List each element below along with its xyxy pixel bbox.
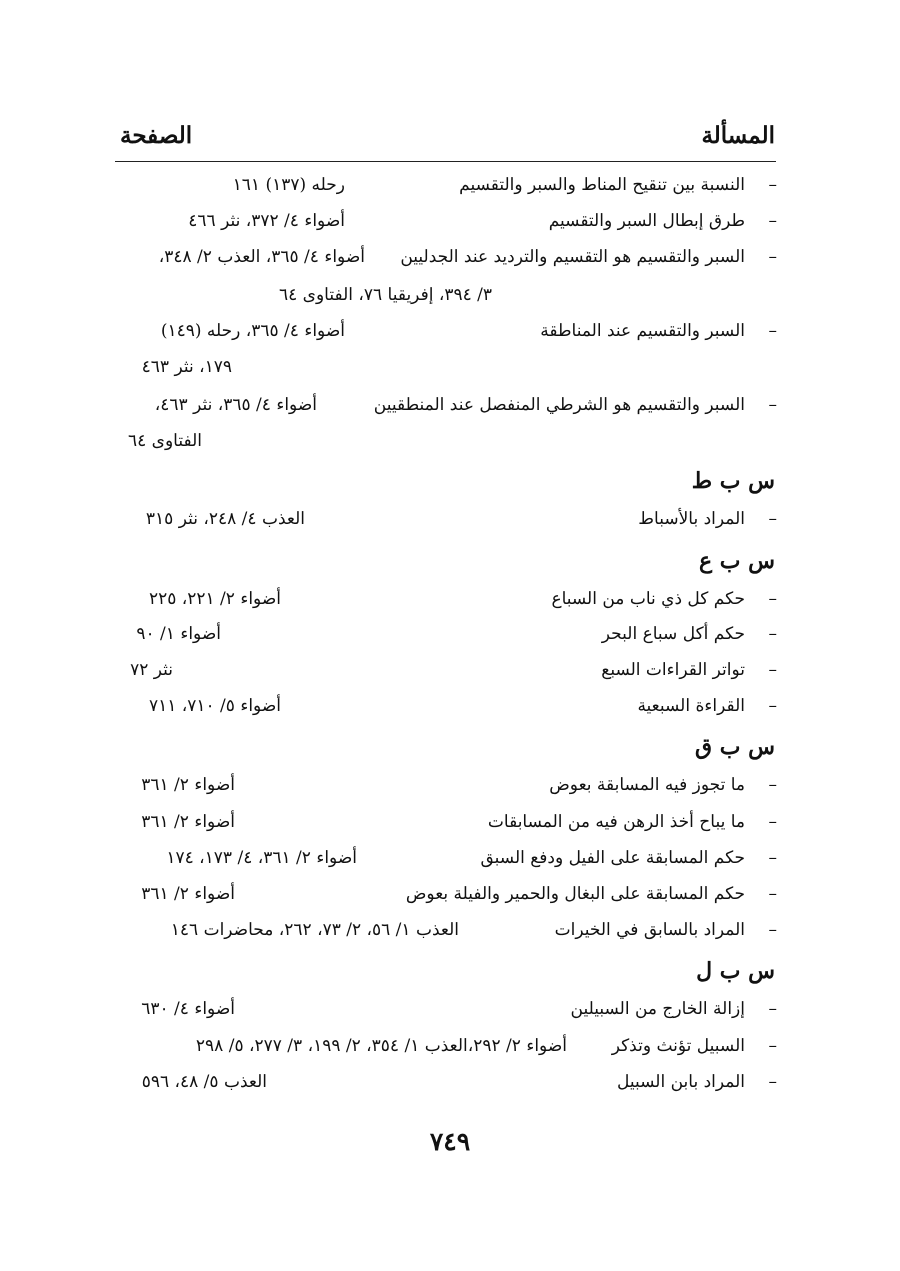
entry-source: أضواء ٤/ ٣٦٥، العذب ٢/ ٣٤٨، bbox=[158, 247, 365, 267]
index-entry bbox=[115, 691, 777, 721]
entry-dash: – bbox=[768, 812, 777, 832]
entry-source: أضواء ٤/ ٦٣٠ bbox=[141, 999, 235, 1019]
entry-source: أضواء ٤/ ٣٧٢، نثر ٤٦٦ bbox=[188, 211, 345, 231]
entry-source: أضواء ٢/ ٢٩٢،العذب ١/ ٣٥٤، ٢/ ١٩٩، ٣/ ٢٧٧، ٥/ ٢٩٨ bbox=[195, 1036, 567, 1056]
index-entry bbox=[115, 1031, 777, 1061]
index-entry bbox=[115, 584, 777, 614]
entry-dash: – bbox=[768, 321, 777, 341]
index-entry bbox=[115, 770, 777, 800]
header-rule bbox=[115, 161, 776, 162]
entry-question: حكم المسابقة على الفيل ودفع السبق bbox=[480, 848, 745, 868]
entry-dash: – bbox=[768, 211, 777, 231]
index-entry bbox=[115, 994, 777, 1024]
entry-source: أضواء ١/ ٩٠ bbox=[136, 624, 221, 644]
entry-question: السبر والتقسيم هو التقسيم والترديد عند الجدليين bbox=[400, 247, 745, 267]
entry-question: حكم كل ذي ناب من السباع bbox=[551, 589, 745, 609]
index-entry bbox=[115, 655, 777, 685]
entry-question: النسبة بين تنقيح المناط والسبر والتقسيم bbox=[459, 175, 745, 195]
entry-source-continuation: ٣/ ٣٩٤، إفريقيا ٧٦، الفتاوى ٦٤ bbox=[278, 285, 492, 305]
entry-question: القراءة السبعية bbox=[637, 696, 745, 716]
entry-question: طرق إبطال السبر والتقسيم bbox=[548, 211, 745, 231]
entry-source: رحله (١٣٧) ١٦١ bbox=[232, 175, 345, 195]
entry-dash: – bbox=[768, 589, 777, 609]
entry-dash: – bbox=[768, 175, 777, 195]
index-entry bbox=[115, 242, 777, 272]
column-header-problem: المسألة bbox=[701, 122, 775, 149]
entry-dash: – bbox=[768, 1072, 777, 1092]
section-heading: س ب ط bbox=[691, 468, 775, 494]
entry-dash: – bbox=[768, 848, 777, 868]
entry-question: المراد بالسابق في الخيرات bbox=[554, 920, 745, 940]
entry-question: حكم المسابقة على البغال والحمير والفيلة بعوض bbox=[405, 884, 745, 904]
entry-question: حكم أكل سباع البحر bbox=[601, 624, 745, 644]
index-entry bbox=[115, 390, 777, 420]
index-entry bbox=[115, 915, 777, 945]
entry-dash: – bbox=[768, 920, 777, 940]
entry-question: ما يباح أخذ الرهن فيه من المسابقات bbox=[487, 812, 745, 832]
entry-dash: – bbox=[768, 999, 777, 1019]
entry-dash: – bbox=[768, 884, 777, 904]
index-entry bbox=[115, 1067, 777, 1097]
entry-source: أضواء ٢/ ٣٦١ bbox=[141, 775, 235, 795]
index-entry bbox=[115, 504, 777, 534]
entry-dash: – bbox=[768, 395, 777, 415]
entry-dash: – bbox=[768, 696, 777, 716]
page-number: ٧٤٩ bbox=[429, 1127, 471, 1156]
entry-source: أضواء ٥/ ٧١٠، ٧١١ bbox=[148, 696, 281, 716]
entry-dash: – bbox=[768, 509, 777, 529]
entry-question: السبر والتقسيم هو الشرطي المنفصل عند المنطقيين bbox=[373, 395, 745, 415]
entry-source: أضواء ٢/ ٣٦١ bbox=[141, 884, 235, 904]
entry-source-continuation: الفتاوى ٦٤ bbox=[128, 431, 202, 451]
index-entry bbox=[115, 206, 777, 236]
entry-question: تواتر القراءات السبع bbox=[601, 660, 745, 680]
entry-source: أضواء ٢/ ٣٦١، ٤/ ١٧٣، ١٧٤ bbox=[166, 848, 357, 868]
entry-source: العذب ١/ ٥٦، ٢/ ٧٣، ٢٦٢، محاضرات ١٤٦ bbox=[170, 920, 459, 940]
index-entry bbox=[115, 170, 777, 200]
entry-dash: – bbox=[768, 624, 777, 644]
section-heading: س ب ق bbox=[695, 734, 775, 760]
entry-source: أضواء ٤/ ٣٦٥، رحله (١٤٩) bbox=[160, 321, 345, 341]
entry-question: السبر والتقسيم عند المناطقة bbox=[540, 321, 745, 341]
entry-question: المراد بابن السبيل bbox=[617, 1072, 745, 1092]
index-entry bbox=[115, 807, 777, 837]
entry-dash: – bbox=[768, 1036, 777, 1056]
entry-source: العذب ٥/ ٤٨، ٥٩٦ bbox=[141, 1072, 267, 1092]
entry-dash: – bbox=[768, 775, 777, 795]
index-entry bbox=[115, 316, 777, 346]
section-heading: س ب ع bbox=[698, 548, 775, 574]
entry-dash: – bbox=[768, 660, 777, 680]
entry-source: أضواء ٢/ ٣٦١ bbox=[141, 812, 235, 832]
entry-source: العذب ٤/ ٢٤٨، نثر ٣١٥ bbox=[145, 509, 305, 529]
entry-source: نثر ٧٢ bbox=[130, 660, 173, 680]
entry-source: أضواء ٤/ ٣٦٥، نثر ٤٦٣، bbox=[154, 395, 317, 415]
entry-source-continuation: ١٧٩، نثر ٤٦٣ bbox=[141, 357, 232, 377]
entry-source: أضواء ٢/ ٢٢١، ٢٢٥ bbox=[148, 589, 281, 609]
entry-question: إزالة الخارج من السبيلين bbox=[570, 999, 745, 1019]
entry-dash: – bbox=[768, 247, 777, 267]
index-entry bbox=[115, 843, 777, 873]
column-header-page: الصفحة bbox=[120, 122, 193, 149]
entry-question: المراد بالأسباط bbox=[638, 509, 745, 529]
index-entry bbox=[115, 879, 777, 909]
section-heading: س ب ل bbox=[696, 958, 775, 984]
entry-question: السبيل تؤنث وتذكر bbox=[611, 1036, 745, 1056]
entry-question: ما تجوز فيه المسابقة بعوض bbox=[549, 775, 745, 795]
index-entry bbox=[115, 619, 777, 649]
